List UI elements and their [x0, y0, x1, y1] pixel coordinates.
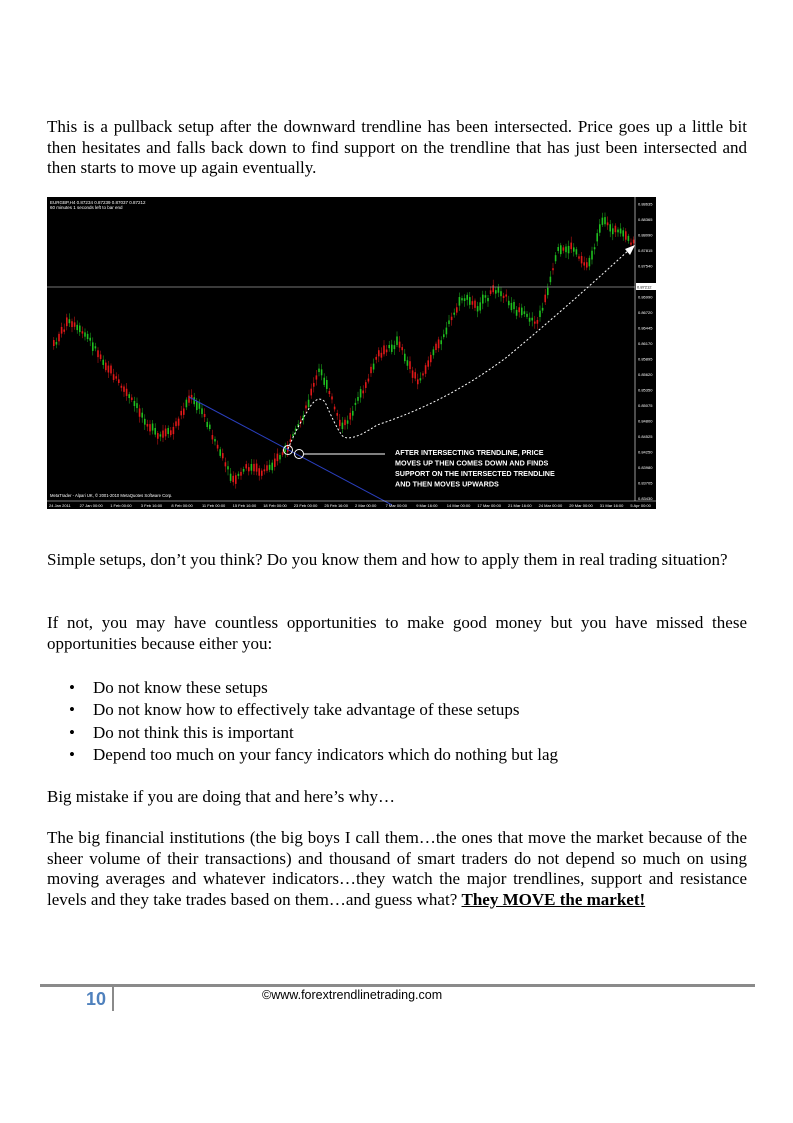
candle-body: [607, 222, 609, 225]
candle-body: [102, 360, 104, 365]
candle-body: [131, 397, 133, 399]
list-item-text: Do not know how to effectively take advantage of these setups: [93, 700, 520, 720]
candle-body: [524, 311, 526, 314]
candle-body: [630, 243, 632, 245]
candle-body: [256, 464, 258, 472]
candle-body: [534, 322, 536, 324]
candle-body: [167, 428, 169, 434]
institutions-text: The big financial institutions (the big boys I call them…the ones that move the market because of the sheer volume of their transactions) and thousand of smart traders do not depend so much on using moving averages and whatever indicators…they watch the major trendlines, support and resistance levels and they take trades based on them…and guess what?: [47, 828, 747, 909]
candle-body: [344, 420, 346, 425]
candle-body: [204, 414, 206, 417]
time-tick-label: 25 Feb 16:00: [324, 503, 348, 508]
candle-body: [173, 427, 175, 434]
candle-body: [209, 425, 211, 429]
candle-body: [557, 247, 559, 251]
candle-body: [264, 469, 266, 471]
bullet-icon: •: [69, 700, 75, 720]
candle-body: [628, 236, 630, 241]
candle-body: [477, 306, 479, 311]
candle-body: [227, 466, 229, 469]
candle-body: [466, 295, 468, 300]
candle-body: [609, 224, 611, 231]
emphasis-text: They MOVE the market!: [461, 889, 646, 909]
candle-body: [277, 454, 279, 462]
candle-body: [266, 465, 268, 470]
price-tick-label: 0.88090: [638, 232, 653, 238]
candle-body: [362, 391, 364, 394]
list-item: [47, 722, 558, 744]
candle-body: [201, 408, 203, 414]
candle-body: [375, 357, 377, 360]
candle-body: [79, 326, 81, 333]
candle-body: [622, 230, 624, 236]
time-tick-label: 2 Mar 00:00: [355, 503, 377, 508]
candle-body: [505, 294, 507, 296]
candle-body: [451, 317, 453, 320]
candle-body: [552, 268, 554, 270]
candle-body: [248, 467, 250, 471]
candle-body: [152, 424, 154, 431]
page-number-divider: [112, 987, 114, 1011]
candle-body: [565, 247, 567, 253]
time-tick-label: 11 Feb 00:00: [202, 503, 226, 508]
candle-body: [355, 403, 357, 405]
candle-body: [316, 375, 318, 379]
time-tick-label: 24 Mar 00:00: [538, 503, 563, 508]
candle-body: [461, 298, 463, 300]
time-tick-label: 5 Apr 00:00: [630, 503, 651, 508]
price-tick-label: 0.85895: [638, 356, 653, 362]
time-tick-label: 17 Mar 00:00: [477, 503, 501, 508]
candle-body: [357, 397, 359, 401]
candle-body: [469, 297, 471, 305]
candle-body: [84, 332, 86, 336]
time-tick-label: 31 Mar 16:00: [599, 503, 624, 508]
candle-body: [620, 229, 622, 234]
candle-body: [115, 376, 117, 378]
candle-body: [422, 373, 424, 375]
candle-body: [199, 403, 201, 409]
candle-body: [178, 419, 180, 426]
candle-body: [399, 342, 401, 348]
price-chart: [47, 197, 656, 509]
annotation-line: AND THEN MOVES UPWARDS: [395, 479, 499, 489]
time-tick-label: 9 Mar 16:00: [416, 503, 438, 508]
candle-body: [188, 396, 190, 403]
price-tick-label: 0.85350: [638, 387, 653, 393]
candle-body: [583, 262, 585, 265]
candle-body: [186, 400, 188, 408]
candle-body: [625, 231, 627, 239]
candle-body: [326, 380, 328, 389]
candle-body: [474, 301, 476, 308]
chart-annotation: [395, 448, 555, 489]
candle-body: [258, 468, 260, 475]
candle-body: [503, 296, 505, 298]
candle-body: [193, 397, 195, 404]
candle-body: [438, 339, 440, 348]
annotation-line: SUPPORT ON THE INTERSECTED TRENDLINE: [395, 469, 555, 478]
candle-body: [435, 344, 437, 350]
candle-body: [329, 391, 331, 394]
candle-body: [58, 334, 60, 341]
candle-body: [118, 379, 120, 383]
candle-body: [196, 401, 198, 410]
candle-body: [427, 360, 429, 366]
candle-body: [74, 322, 76, 326]
page-number: 10: [85, 989, 107, 1009]
candle-body: [305, 405, 307, 408]
candle-body: [219, 449, 221, 456]
price-tick-label: 0.88635: [638, 201, 653, 207]
candle-body: [71, 321, 73, 327]
candle-body: [225, 462, 227, 466]
time-tick-label: 14 Mar 00:00: [446, 503, 471, 508]
candle-body: [550, 277, 552, 283]
candlesticks: [53, 213, 634, 489]
candle-body: [349, 413, 351, 420]
candle-body: [508, 301, 510, 305]
candle-body: [360, 389, 362, 397]
candle-body: [511, 303, 513, 310]
candle-body: [591, 251, 593, 260]
candle-body: [513, 302, 515, 309]
candle-body: [121, 386, 123, 388]
candle-body: [321, 369, 323, 375]
candle-body: [573, 247, 575, 251]
price-axis: [638, 202, 653, 502]
candle-body: [269, 465, 271, 470]
institutions-paragraph: [47, 828, 747, 910]
candle-body: [165, 429, 167, 437]
candle-body: [149, 424, 151, 431]
candle-body: [370, 367, 372, 373]
candle-body: [154, 428, 156, 435]
candle-body: [401, 347, 403, 350]
candle-body: [617, 230, 619, 233]
candle-body: [414, 372, 416, 378]
candle-body: [274, 459, 276, 467]
candle-body: [594, 247, 596, 249]
list-item: [47, 699, 558, 721]
candle-body: [518, 307, 520, 312]
candle-body: [404, 354, 406, 361]
candle-body: [251, 464, 253, 471]
candle-body: [97, 350, 99, 357]
candle-body: [537, 320, 539, 324]
candle-body: [318, 369, 320, 372]
candle-body: [479, 302, 481, 310]
current-price-label: 0.87212: [637, 284, 652, 290]
time-axis: [49, 503, 652, 508]
mistake-paragraph: Big mistake if you are doing that and here’s why…: [47, 787, 395, 806]
candle-body: [323, 378, 325, 385]
candle-body: [175, 421, 177, 426]
candle-body: [394, 345, 396, 349]
bullet-icon: •: [69, 722, 75, 742]
candle-body: [235, 475, 237, 484]
candle-body: [490, 290, 492, 294]
candle-body: [183, 408, 185, 414]
time-tick-label: 15 Feb 16:00: [232, 503, 257, 508]
candle-body: [69, 319, 71, 323]
candle-body: [526, 314, 528, 317]
annotation-line: MOVES UP THEN COMES DOWN AND FINDS: [395, 458, 549, 468]
candle-body: [243, 469, 245, 472]
chart-header-line1: EURGBP,H4 0.87234 0.87239 0.87037 0.87212: [50, 200, 146, 205]
list-item-text: Do not think this is important: [93, 722, 294, 742]
candle-body: [464, 298, 466, 301]
candle-body: [633, 240, 635, 244]
candle-body: [61, 327, 63, 334]
price-tick-label: 0.86170: [638, 341, 653, 346]
price-tick-label: 0.84250: [638, 449, 653, 455]
candle-body: [433, 349, 435, 355]
list-item-text: Do not know these setups: [93, 678, 268, 697]
candle-body: [170, 430, 172, 435]
candle-body: [472, 301, 474, 305]
price-tick-label: 0.85075: [638, 403, 653, 408]
candle-body: [578, 256, 580, 258]
candle-body: [612, 228, 614, 234]
reasons-list: [47, 677, 558, 766]
time-tick-label: 23 Feb 00:00: [293, 503, 318, 508]
candle-body: [113, 374, 115, 380]
candle-body: [108, 366, 110, 373]
time-tick-label: 1 Feb 00:00: [110, 503, 132, 508]
time-tick-label: 24 Jan 2011: [49, 503, 71, 508]
candle-body: [383, 345, 385, 354]
candle-body: [245, 464, 247, 468]
candle-body: [136, 403, 138, 408]
candle-body: [63, 329, 65, 331]
candle-body: [352, 411, 354, 416]
candle-body: [180, 411, 182, 415]
candle-body: [495, 290, 497, 293]
candle-body: [222, 453, 224, 458]
bullet-icon: •: [69, 744, 75, 764]
candle-body: [253, 464, 255, 471]
candle-body: [128, 394, 130, 398]
candle-body: [342, 423, 344, 429]
candle-body: [581, 256, 583, 263]
if-not-paragraph: If not, you may have countless opportunities to make good money but you have missed these opportunities because either you:: [47, 613, 747, 653]
list-item-text: Depend too much on your fancy indicators which do nothing but lag: [93, 744, 559, 764]
candle-body: [232, 476, 234, 482]
footer-url: ©www.forextrendlinetrading.com: [262, 988, 443, 1002]
candle-body: [147, 424, 149, 427]
candle-body: [529, 318, 531, 322]
price-tick-label: 0.86720: [638, 310, 653, 315]
candle-body: [589, 258, 591, 266]
time-tick-label: 3 Feb 16:00: [140, 503, 163, 508]
candle-body: [212, 435, 214, 439]
footer-rule: [40, 984, 755, 987]
candle-body: [425, 365, 427, 374]
time-tick-label: 7 Mar 00:00: [385, 503, 407, 508]
candle-body: [95, 346, 97, 348]
candle-body: [339, 420, 341, 426]
candle-body: [310, 389, 312, 396]
candle-body: [440, 340, 442, 344]
candle-body: [100, 354, 102, 359]
candle-body: [521, 308, 523, 316]
candle-body: [368, 379, 370, 382]
candle-body: [453, 313, 455, 315]
question-paragraph: Simple setups, don’t you think? Do you know them and how to apply them in real trading situation?: [47, 550, 728, 569]
candle-body: [456, 307, 458, 312]
candle-body: [446, 328, 448, 335]
candle-body: [217, 445, 219, 449]
candle-body: [586, 262, 588, 267]
price-tick-label: 0.86990: [638, 294, 653, 300]
time-tick-label: 18 Feb 00:00: [263, 503, 287, 508]
arrow-head: [625, 245, 635, 255]
candle-body: [396, 336, 398, 345]
price-tick-label: 0.87540: [638, 263, 653, 269]
price-tick-label: 0.83430: [638, 496, 653, 501]
candle-body: [123, 386, 125, 391]
list-item: [47, 744, 558, 766]
candle-body: [271, 463, 273, 471]
candle-body: [381, 353, 383, 358]
candle-body: [238, 474, 240, 476]
candle-body: [334, 407, 336, 410]
candle-body: [500, 291, 502, 296]
candle-body: [144, 419, 146, 425]
intro-paragraph: This is a pullback setup after the downward trendline has been intersected. Price goes up a little bit then hesitates and falls back down to find support on the trendline that has just been intersected and then starts to move up again eventually.: [47, 117, 747, 177]
price-tick-label: 0.86445: [638, 325, 653, 331]
candle-body: [459, 297, 461, 306]
candle-body: [141, 413, 143, 418]
candle-body: [570, 243, 572, 250]
candle-body: [482, 295, 484, 304]
price-tick-label: 0.83980: [638, 465, 653, 470]
annotation-line: AFTER INTERSECTING TRENDLINE, PRICE: [395, 448, 544, 457]
candle-body: [615, 226, 617, 233]
candle-body: [308, 400, 310, 407]
candle-body: [516, 310, 518, 316]
candle-body: [599, 224, 601, 232]
candle-body: [313, 383, 315, 387]
candle-body: [407, 360, 409, 366]
candle-body: [443, 334, 445, 337]
candle-body: [53, 340, 55, 346]
candle-body: [336, 413, 338, 416]
candle-body: [56, 342, 58, 345]
candle-body: [498, 287, 500, 293]
candle-body: [568, 246, 570, 253]
candle-body: [126, 389, 128, 396]
candle-body: [230, 474, 232, 481]
candle-body: [110, 366, 112, 374]
candle-body: [92, 342, 94, 350]
price-path-arrow: [288, 249, 630, 449]
candle-body: [261, 471, 263, 476]
price-tick-label: 0.85620: [638, 372, 653, 377]
candle-body: [157, 433, 159, 439]
candle-body: [365, 382, 367, 388]
candle-body: [279, 455, 281, 459]
candle-body: [604, 217, 606, 224]
candle-body: [531, 318, 533, 321]
candle-body: [386, 349, 388, 352]
candle-body: [492, 285, 494, 292]
candle-body: [82, 331, 84, 333]
time-tick-label: 21 Mar 16:00: [508, 503, 532, 508]
candle-body: [448, 320, 450, 324]
chart-header-line2: 60 minutes 1 seconds left to bar end: [50, 205, 123, 210]
candle-body: [544, 295, 546, 303]
candle-body: [87, 334, 89, 339]
candle-body: [560, 245, 562, 254]
candle-body: [160, 434, 162, 436]
candle-body: [240, 472, 242, 476]
chart-copyright: MetaTrader - Alpari UK, © 2001-2010 MetaQuotes Software Corp.: [50, 493, 173, 498]
candle-body: [282, 452, 284, 455]
candle-body: [430, 355, 432, 362]
candle-body: [347, 420, 349, 423]
candle-body: [487, 298, 489, 301]
candle-body: [206, 422, 208, 427]
candle-body: [563, 247, 565, 250]
candle-body: [596, 233, 598, 241]
price-tick-label: 0.83705: [638, 480, 653, 486]
candle-body: [555, 255, 557, 261]
candle-body: [547, 288, 549, 295]
candle-body: [388, 345, 390, 348]
candle-body: [89, 338, 91, 341]
candle-body: [139, 408, 141, 416]
price-tick-label: 0.88365: [638, 217, 653, 222]
list-item: [47, 677, 558, 699]
candle-body: [602, 218, 604, 225]
candle-body: [134, 401, 136, 406]
candle-body: [162, 431, 164, 438]
candle-body: [539, 311, 541, 317]
candle-body: [409, 361, 411, 369]
candle-body: [542, 308, 544, 311]
candle-body: [66, 317, 68, 326]
price-tick-label: 0.87815: [638, 248, 653, 253]
candle-body: [420, 378, 422, 380]
bullet-icon: •: [69, 678, 75, 697]
candle-body: [76, 325, 78, 330]
candle-body: [214, 439, 216, 441]
candle-body: [105, 363, 107, 371]
price-tick-label: 0.84525: [638, 434, 653, 439]
time-tick-label: 29 Mar 00:00: [569, 503, 593, 508]
candle-body: [485, 295, 487, 298]
candle-body: [412, 370, 414, 377]
price-tick-label: 0.84800: [638, 418, 653, 424]
candle-body: [378, 350, 380, 356]
candle-body: [576, 249, 578, 254]
candle-body: [391, 345, 393, 352]
time-tick-label: 8 Feb 00:00: [171, 503, 193, 508]
candle-body: [331, 396, 333, 399]
candle-body: [417, 379, 419, 384]
time-tick-label: 27 Jan 00:00: [79, 503, 103, 508]
candle-body: [373, 364, 375, 370]
